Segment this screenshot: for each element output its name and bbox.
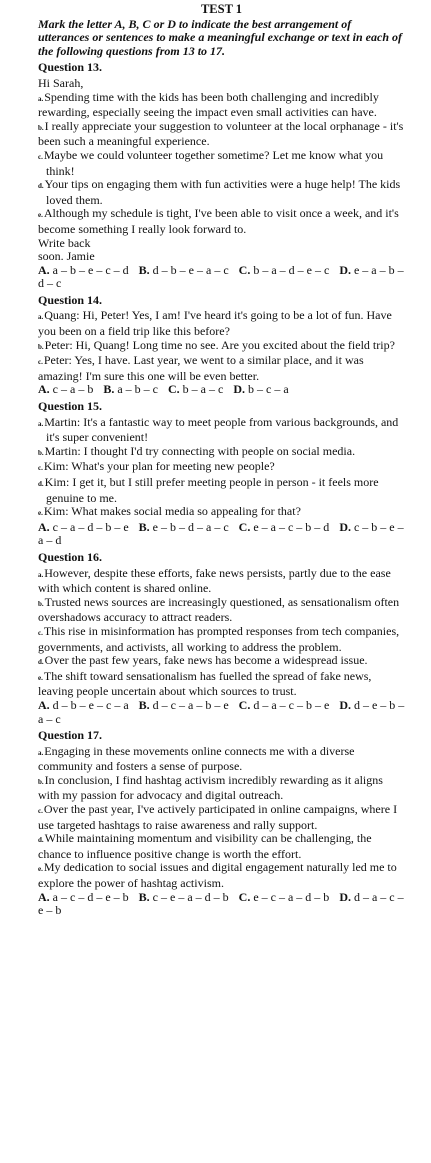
item-letter: b. <box>38 599 44 608</box>
option-value: a – b – e – c – d <box>52 262 129 277</box>
item-text: In conclusion, I find hashtag activism incredibly rewarding as it aligns with my passion for advocacy and digital outreach. <box>38 772 383 803</box>
item-letter: b. <box>38 342 44 351</box>
option-value: d – a – c – b – e <box>253 697 330 712</box>
letter-greeting: Hi Sarah, <box>38 75 84 90</box>
question-heading: Question 16. <box>38 549 103 564</box>
item-text: Spending time with the kids has been both challenging and incredibly rewarding, especially seeing the impact even small activities can have. <box>38 89 379 120</box>
question-15 <box>38 400 405 548</box>
item-letter: b. <box>38 777 44 786</box>
option-value: a – c – d – e – b <box>52 889 129 904</box>
list-item <box>38 178 405 207</box>
list-item <box>38 505 405 521</box>
list-item <box>38 445 405 461</box>
instruction: Mark the letter A, B, C or D to indicate the best arrangement of utterances or sentences to make a meaningful exchange or text in each of the following questions from 13 to 17. <box>38 16 402 58</box>
item-text: Peter: Yes, I have. Last year, we went to a similar place, and it was amazing! I'm sure this one will be even better. <box>38 353 364 383</box>
question-16 <box>38 551 405 726</box>
option-label: B. <box>138 889 150 904</box>
list-item <box>38 460 405 476</box>
item-letter: a. <box>38 313 44 322</box>
item-text: My dedication to social issues and digital engagement naturally led me to explore the power of hashtag activism. <box>38 860 397 891</box>
list-item <box>38 207 405 236</box>
option-label: D. <box>339 889 351 904</box>
item-text: Kim: I get it, but I still prefer meeting people in person - it feels more genuine to me. <box>44 475 379 505</box>
item-text: Trusted news sources are increasingly questioned, as sensationalism often overshadows accuracy to attract readers. <box>38 594 400 625</box>
item-letter: c. <box>38 628 43 637</box>
item-letter: a. <box>38 570 44 579</box>
item-text: Although my schedule is tight, I've been able to visit once a week, and it's become something I really look forward to. <box>38 206 399 236</box>
option-label: D. <box>339 519 351 534</box>
list-item <box>38 567 405 596</box>
item-letter: e. <box>38 509 43 518</box>
answer-options <box>38 521 405 548</box>
item-letter: e. <box>38 865 43 874</box>
option-value: b – c – a <box>248 382 289 397</box>
option-label: B. <box>138 697 150 712</box>
list-item <box>38 774 405 803</box>
option-value: c – b – e – a – d <box>38 519 404 548</box>
list-item <box>38 309 405 338</box>
item-letter: c. <box>38 464 43 473</box>
item-letter: e. <box>38 673 43 682</box>
list-item <box>38 745 405 774</box>
item-letter: d. <box>38 658 44 667</box>
list-item <box>38 596 405 625</box>
answer-options <box>38 891 405 918</box>
option-value: c – e – a – d – b <box>152 889 229 904</box>
option-value: b – a – d – e – c <box>253 262 330 277</box>
letter-closing: Write back <box>38 235 91 250</box>
question-heading: Question 13. <box>38 60 103 75</box>
option-label: B. <box>138 519 150 534</box>
option-value: b – a – c <box>182 382 224 397</box>
question-17 <box>38 729 405 918</box>
item-letter: d. <box>38 836 44 845</box>
test-title: TEST 1 <box>200 2 243 16</box>
item-letter: d. <box>38 480 44 488</box>
item-text: Quang: Hi, Peter! Yes, I am! I've heard it's going to be a lot of fun. Have you been on a field trip like this before? <box>38 308 392 339</box>
item-text: Your tips on engaging them with fun activities were a huge help! The kids loved them. <box>44 177 401 207</box>
option-label: C. <box>238 889 251 904</box>
option-label: A. <box>38 519 50 534</box>
list-item <box>38 476 405 505</box>
list-item <box>38 654 405 670</box>
option-value: d – b – e – a – c <box>152 262 229 277</box>
question-heading: Question 15. <box>38 399 103 414</box>
item-text: While maintaining momentum and visibility can be challenging, the chance to influence positive change is worth the effort. <box>38 831 372 861</box>
list-item <box>38 416 405 445</box>
option-value: d – e – b – a – c <box>38 697 405 726</box>
item-text: The shift toward sensationalism has fuelled the spread of fake news, leaving people uncertain about which sources to trust. <box>38 668 372 699</box>
list-item <box>38 670 405 699</box>
option-label: D. <box>339 262 351 277</box>
answer-options <box>38 383 405 397</box>
item-letter: a. <box>38 419 44 428</box>
option-label: B. <box>103 382 115 397</box>
option-label: A. <box>38 382 50 397</box>
option-value: e – a – b – d – c <box>38 262 404 291</box>
option-label: D. <box>339 697 351 712</box>
option-value: e – b – d – a – c <box>152 519 229 534</box>
item-text: I really appreciate your suggestion to volunteer at the local orphanage - it's been such a meaningful experience. <box>38 118 404 149</box>
option-label: B. <box>138 262 150 277</box>
item-text: However, despite these efforts, fake news persists, partly due to the ease with which content is shared online. <box>38 565 391 596</box>
item-text: Over the past year, I've actively participated in online campaigns, where I use targeted hashtags to raise awareness and rally support. <box>38 802 398 832</box>
option-value: e – c – a – d – b <box>253 889 330 904</box>
option-label: A. <box>38 262 50 277</box>
list-item <box>38 149 405 178</box>
item-text: This rise in misinformation has prompted responses from tech companies, governments, and activists, all working to address the problem. <box>38 623 400 654</box>
item-letter: e. <box>38 211 43 220</box>
option-label: C. <box>168 382 180 397</box>
option-value: c – a – b <box>52 382 94 397</box>
item-text: Engaging in these movements online connects me with a diverse community and fosters a sense of purpose. <box>38 743 355 774</box>
item-letter: a. <box>38 94 44 103</box>
item-letter: c. <box>38 358 43 367</box>
question-heading: Question 17. <box>38 728 103 743</box>
list-item <box>38 339 405 355</box>
question-14 <box>38 294 405 397</box>
item-letter: b. <box>38 123 44 132</box>
list-item <box>38 91 405 120</box>
list-item <box>38 832 405 861</box>
option-label: A. <box>38 697 50 712</box>
answer-options <box>38 699 405 726</box>
option-label: C. <box>238 697 251 712</box>
list-item <box>38 354 405 383</box>
option-label: C. <box>238 262 251 277</box>
item-text: Martin: It's a fantastic way to meet people from various backgrounds, and it's super convenient! <box>44 414 399 445</box>
item-text: Kim: What makes social media so appealing for that? <box>43 504 301 519</box>
item-text: Maybe we could volunteer together sometime? Let me know what you think! <box>43 147 384 178</box>
item-letter: c. <box>38 152 43 161</box>
option-value: d – a – c – e – b <box>38 889 404 918</box>
option-value: a – b – c <box>117 382 158 397</box>
question-13 <box>38 61 405 291</box>
item-letter: c. <box>38 807 43 816</box>
list-item <box>38 625 405 654</box>
list-item <box>38 861 405 890</box>
option-value: d – c – a – b – e <box>152 697 229 712</box>
item-text: Martin: I thought I'd try connecting with people on social media. <box>44 443 356 458</box>
item-letter: b. <box>38 448 44 457</box>
item-letter: a. <box>38 748 44 757</box>
option-label: D. <box>233 382 245 397</box>
option-label: A. <box>38 889 50 904</box>
option-label: C. <box>238 519 251 534</box>
item-text: Peter: Hi, Quang! Long time no see. Are you excited about the field trip? <box>44 337 395 352</box>
item-text: Over the past few years, fake news has become a widespread issue. <box>44 653 368 668</box>
option-value: c – a – d – b – e <box>52 519 129 534</box>
letter-signature: soon. Jamie <box>38 249 95 264</box>
option-value: d – b – e – c – a <box>52 697 129 712</box>
question-heading: Question 14. <box>38 292 103 307</box>
option-value: e – a – c – b – d <box>253 519 330 534</box>
answer-options <box>38 264 405 291</box>
list-item <box>38 120 405 149</box>
item-text: Kim: What's your plan for meeting new people? <box>43 459 275 474</box>
list-item <box>38 803 405 832</box>
item-letter: d. <box>38 182 44 191</box>
